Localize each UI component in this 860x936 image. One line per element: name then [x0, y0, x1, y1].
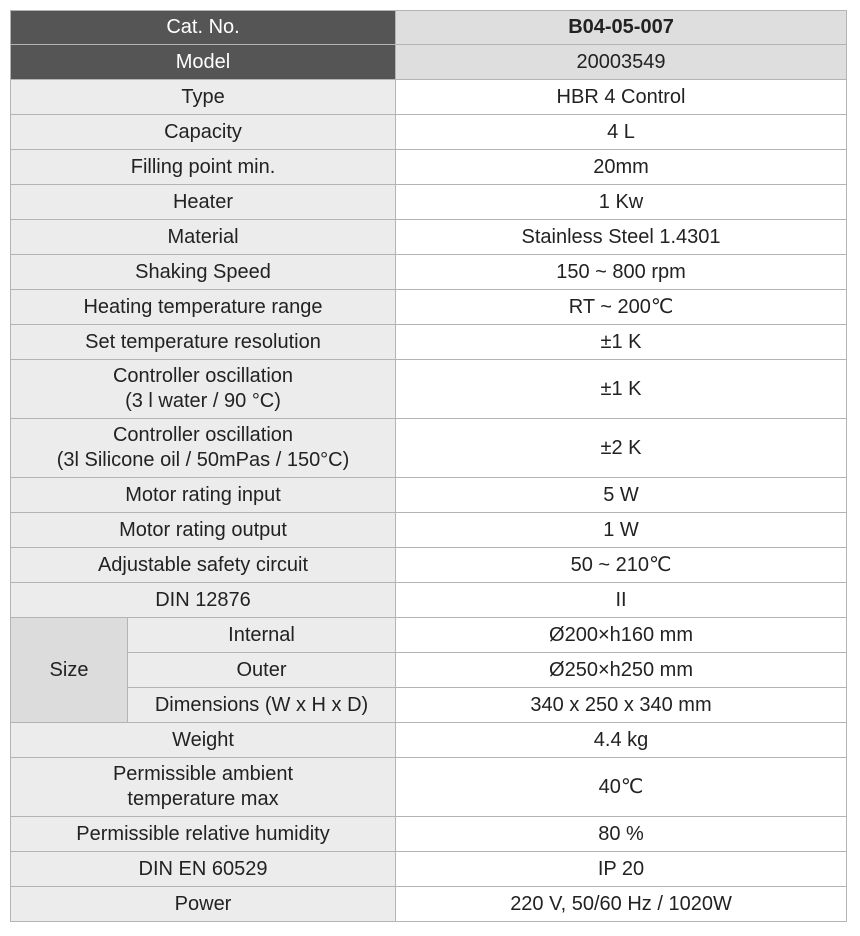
safety-circuit-value: 50 ~ 210℃: [396, 548, 847, 583]
table-row: [11, 852, 847, 887]
table-row: [11, 80, 847, 115]
size-internal-value: Ø200×h160 mm: [396, 618, 847, 653]
table-row: [11, 150, 847, 185]
motor-input-value: 5 W: [396, 478, 847, 513]
type-label: Type: [11, 80, 396, 115]
model-value: 20003549: [396, 45, 847, 80]
osc-water-label: [11, 360, 396, 419]
table-row: [11, 220, 847, 255]
motor-output-value: 1 W: [396, 513, 847, 548]
table-row: [11, 360, 847, 419]
model-label: Model: [11, 45, 396, 80]
power-label: Power: [11, 887, 396, 922]
table-row: [11, 325, 847, 360]
din-en-60529-value: IP 20: [396, 852, 847, 887]
size-outer-value: Ø250×h250 mm: [396, 653, 847, 688]
material-value: Stainless Steel 1.4301: [396, 220, 847, 255]
osc-oil-label-line2: (3l Silicone oil / 50mPas / 150°C): [56, 449, 350, 471]
motor-output-label: Motor rating output: [11, 513, 396, 548]
capacity-label: Capacity: [11, 115, 396, 150]
table-row: [11, 758, 847, 817]
set-resolution-label: Set temperature resolution: [11, 325, 396, 360]
size-dimensions-value: 340 x 250 x 340 mm: [396, 688, 847, 723]
type-value: HBR 4 Control: [396, 80, 847, 115]
humidity-label: Permissible relative humidity: [11, 817, 396, 852]
heater-value: 1 Kw: [396, 185, 847, 220]
motor-input-label: Motor rating input: [11, 478, 396, 513]
osc-oil-value: ±2 K: [396, 419, 847, 478]
osc-water-label-line1: Controller oscillation: [112, 365, 294, 387]
safety-circuit-label: Adjustable safety circuit: [11, 548, 396, 583]
size-dimensions-label: Dimensions (W x H x D): [128, 688, 396, 723]
osc-water-value: ±1 K: [396, 360, 847, 419]
filling-point-label: Filling point min.: [11, 150, 396, 185]
cat-no-value: B04-05-007: [396, 11, 847, 45]
table-row: [11, 11, 847, 45]
table-row: [11, 290, 847, 325]
ambient-temp-value: 40℃: [396, 758, 847, 817]
table-row: [11, 887, 847, 922]
table-row: [11, 688, 847, 723]
power-value: 220 V, 50/60 Hz / 1020W: [396, 887, 847, 922]
cat-no-label: Cat. No.: [11, 11, 396, 45]
table-row: [11, 548, 847, 583]
ambient-temp-label-line2: temperature max: [127, 788, 279, 810]
set-resolution-value: ±1 K: [396, 325, 847, 360]
shaking-speed-value: 150 ~ 800 rpm: [396, 255, 847, 290]
table-row: [11, 185, 847, 220]
material-label: Material: [11, 220, 396, 255]
table-row: [11, 255, 847, 290]
din-12876-label: DIN 12876: [11, 583, 396, 618]
size-internal-label: Internal: [128, 618, 396, 653]
din-12876-value: II: [396, 583, 847, 618]
osc-oil-label-line1: Controller oscillation: [112, 424, 294, 446]
ambient-temp-label-line1: Permissible ambient: [112, 763, 294, 785]
table-row: [11, 115, 847, 150]
table-row: [11, 653, 847, 688]
table-row: [11, 817, 847, 852]
heating-range-value: RT ~ 200℃: [396, 290, 847, 325]
table-row: [11, 618, 847, 653]
heater-label: Heater: [11, 185, 396, 220]
osc-water-label-line2: (3 l water / 90 °C): [125, 390, 281, 412]
heating-range-label: Heating temperature range: [11, 290, 396, 325]
ambient-temp-label: [11, 758, 396, 817]
size-outer-label: Outer: [128, 653, 396, 688]
filling-point-value: 20mm: [396, 150, 847, 185]
capacity-value: 4 L: [396, 115, 847, 150]
osc-oil-label: [11, 419, 396, 478]
table-row: [11, 478, 847, 513]
din-en-60529-label: DIN EN 60529: [11, 852, 396, 887]
weight-value: 4.4 kg: [396, 723, 847, 758]
size-label: Size: [11, 618, 128, 723]
table-row: [11, 583, 847, 618]
table-row: [11, 45, 847, 80]
spec-table: [10, 10, 847, 922]
table-row: [11, 419, 847, 478]
weight-label: Weight: [11, 723, 396, 758]
table-row: [11, 723, 847, 758]
shaking-speed-label: Shaking Speed: [11, 255, 396, 290]
humidity-value: 80 %: [396, 817, 847, 852]
table-row: [11, 513, 847, 548]
